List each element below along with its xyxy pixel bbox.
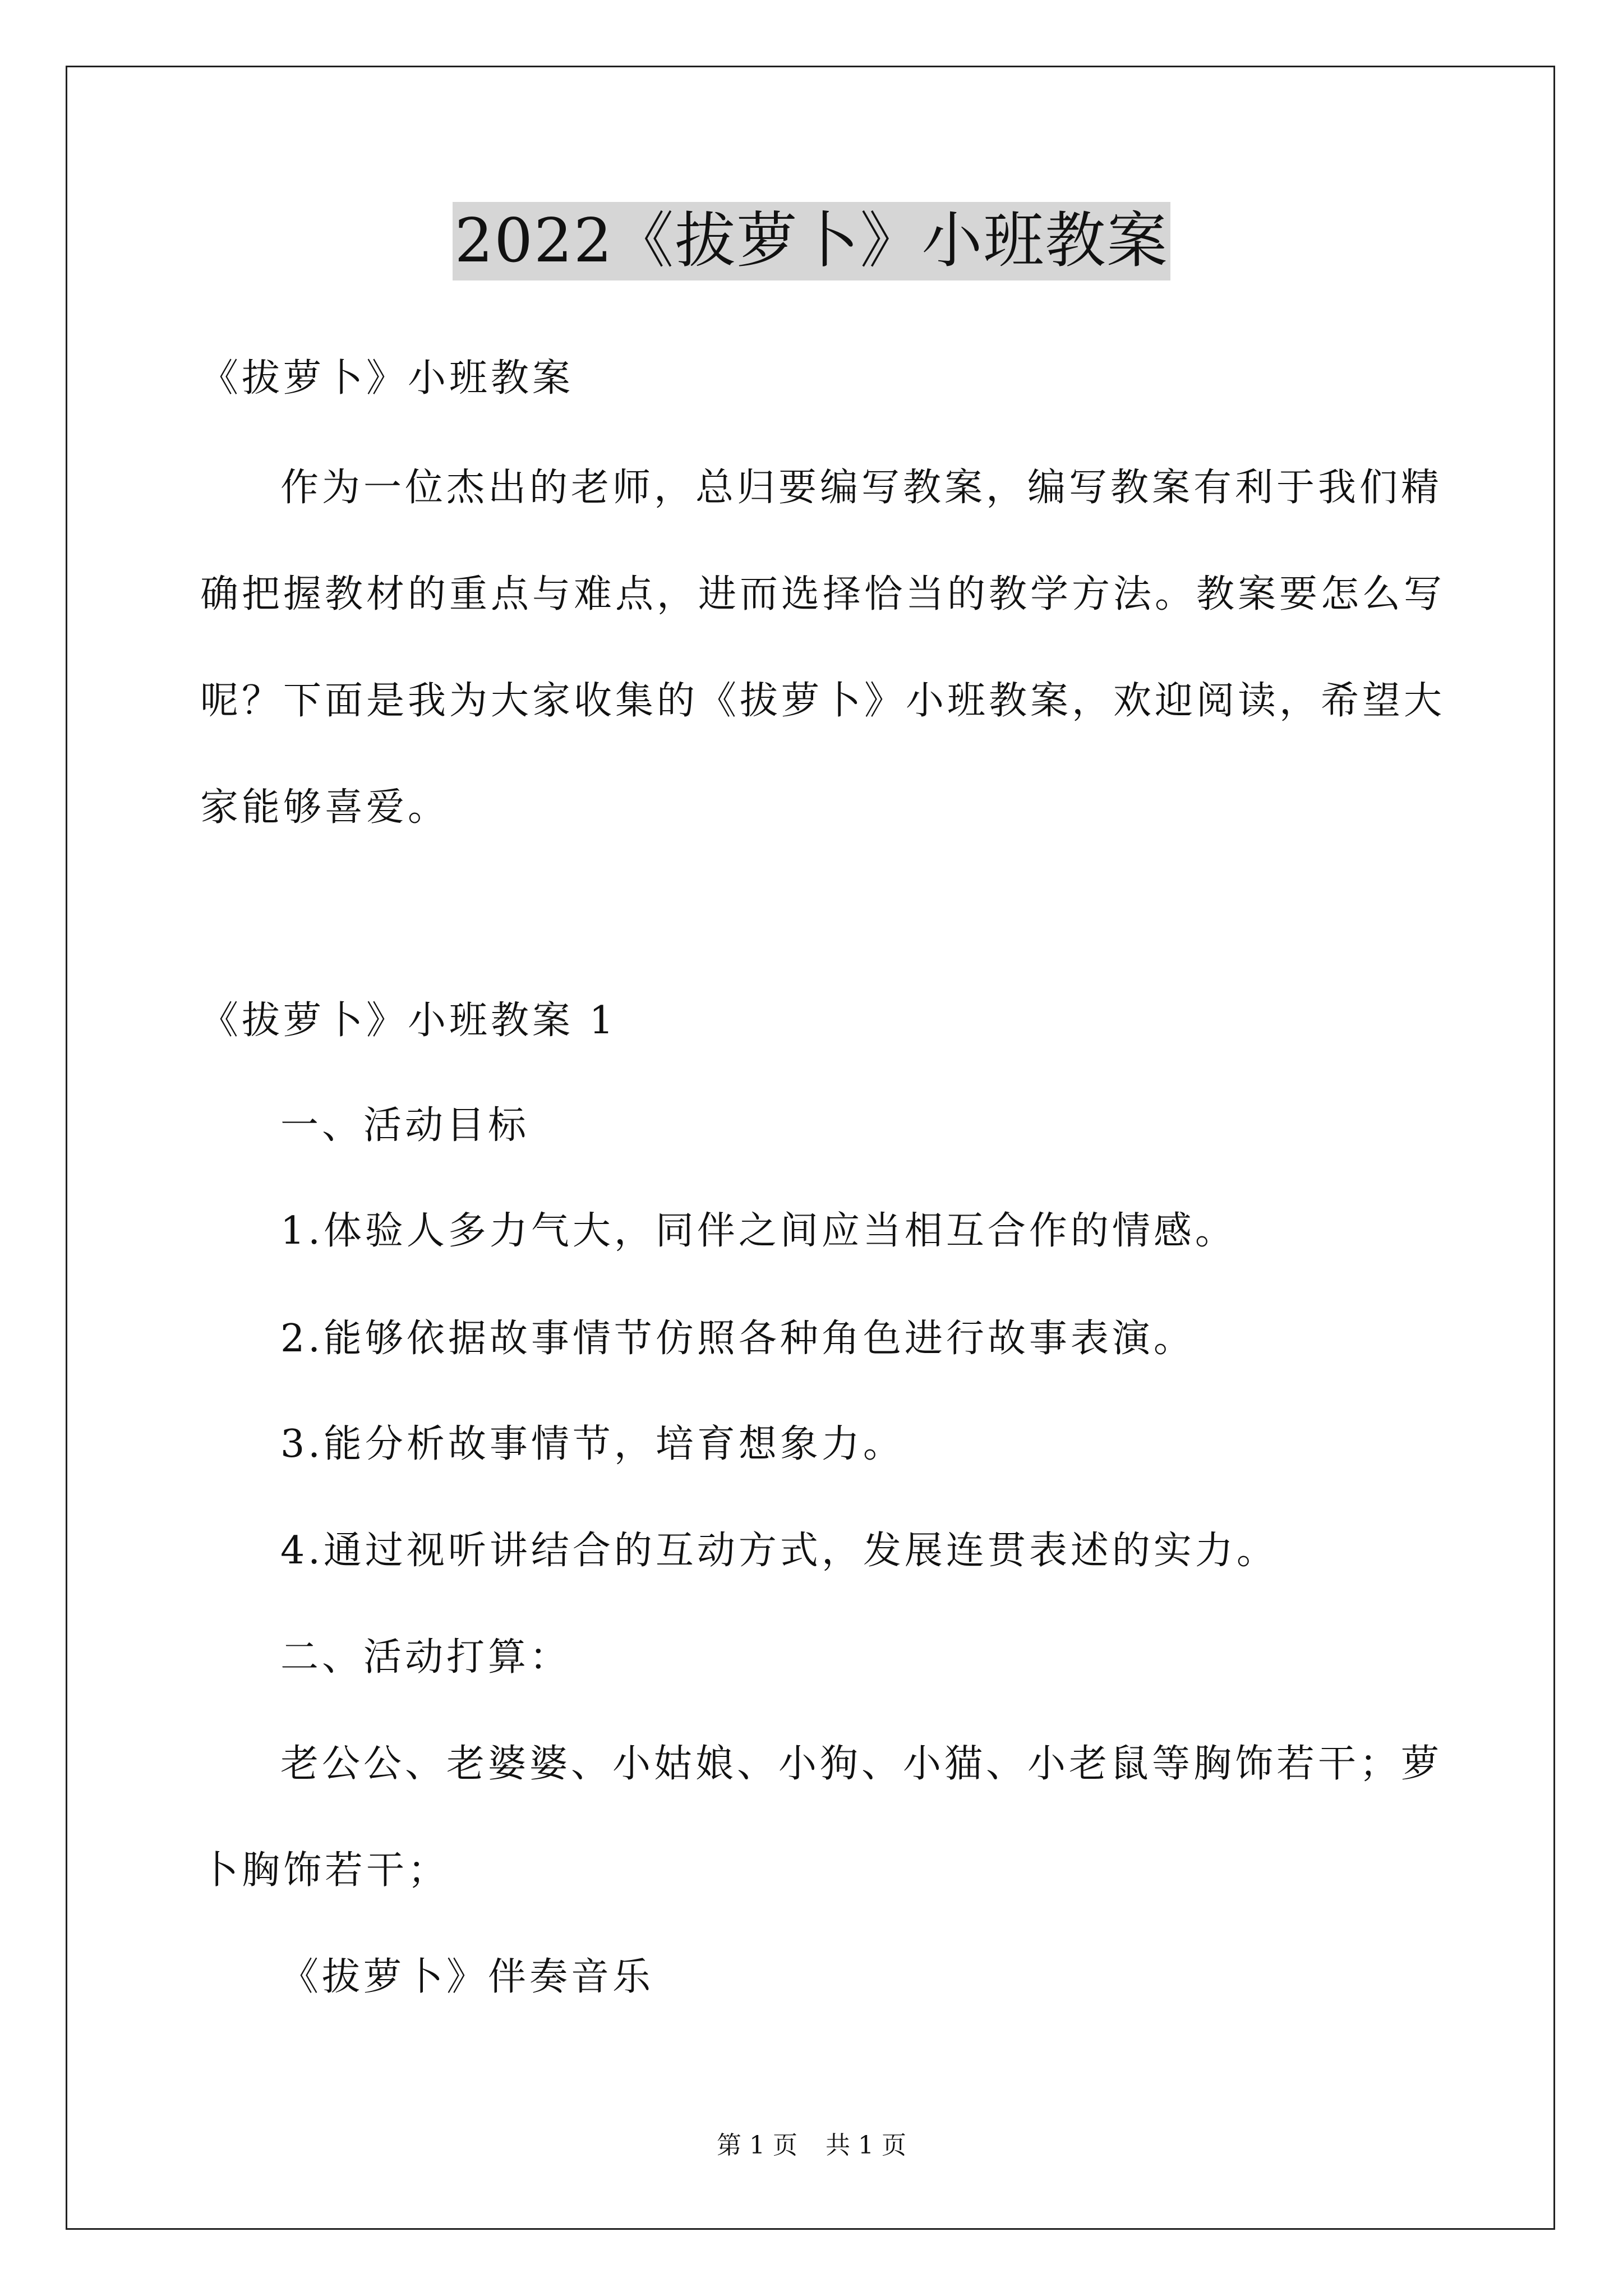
page-number: 第 1 页 bbox=[717, 2131, 797, 2160]
page-footer bbox=[0, 2129, 1623, 2162]
goals-heading: 一、活动目标 bbox=[280, 1103, 530, 1148]
goal-item-2: 2.能够依据故事情节仿照各种角色进行故事表演。 bbox=[280, 1317, 1195, 1361]
intro-line-2: 确把握教材的重点与难点，进而选择恰当的教学方法。教案要怎么写 bbox=[200, 572, 1446, 616]
goal-item-1: 1.体验人多力气大，同伴之间应当相互合作的情感。 bbox=[280, 1209, 1237, 1253]
goal-item-4: 4.通过视听讲结合的互动方式，发展连贯表述的实力。 bbox=[280, 1529, 1278, 1573]
document-title: 2022《拔萝卜》小班教案 bbox=[453, 202, 1171, 280]
section-heading: 《拔萝卜》小班教案 1 bbox=[200, 999, 617, 1043]
prep-heading: 二、活动打算： bbox=[280, 1635, 571, 1680]
intro-line-3: 呢？下面是我为大家收集的《拔萝卜》小班教案，欢迎阅读，希望大 bbox=[200, 679, 1446, 723]
prep-line-2: 卜胸饰若干； bbox=[200, 1848, 450, 1893]
goal-item-3: 3.能分析故事情节，培育想象力。 bbox=[280, 1422, 905, 1466]
intro-line-4: 家能够喜爱。 bbox=[200, 785, 450, 830]
title-wrap bbox=[0, 202, 1623, 280]
music-line: 《拔萝卜》伴奏音乐 bbox=[280, 1955, 654, 1999]
page-total: 共 1 页 bbox=[826, 2131, 906, 2160]
intro-line-1: 作为一位杰出的老师，总归要编写教案，编写教案有利于我们精 bbox=[280, 466, 1443, 510]
prep-line-1: 老公公、老婆婆、小姑娘、小狗、小猫、小老鼠等胸饰若干；萝 bbox=[280, 1742, 1443, 1786]
document-subtitle: 《拔萝卜》小班教案 bbox=[200, 356, 574, 401]
